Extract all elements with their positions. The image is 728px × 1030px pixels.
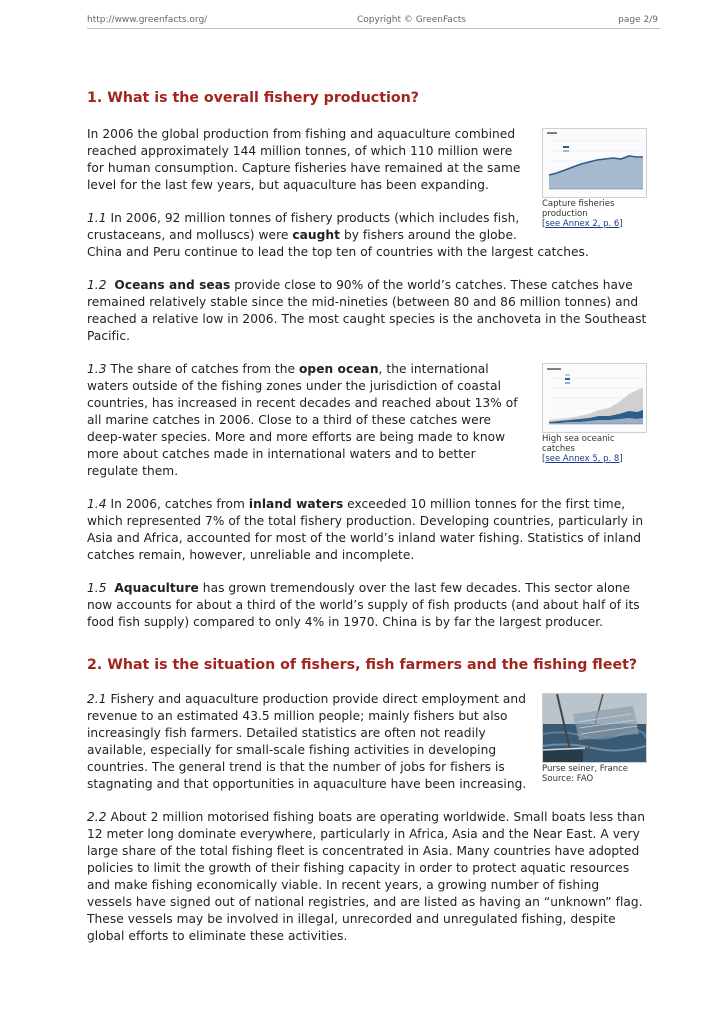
paragraph-1-5: 1.5 Aquaculture has grown tremendously over the last few decades. This sector alone now accounts for about a third of the world’s supply of fish products (and about half of its food fish supply) compared to only 4% in 1970. China is by far the largest producer. xyxy=(87,581,640,629)
figure1-annex-link[interactable]: see Annex 2, p. 6 xyxy=(545,219,620,229)
stacked-area-chart-icon xyxy=(543,364,646,432)
section2-title: 2. What is the situation of fishers, fish farmers and the fishing fleet? xyxy=(87,657,638,673)
paragraph-1-1: 1.1 In 2006, 92 million tonnes of fishery products (which includes fish, crustaceans, and molluscs) were caught by fishers around the globe. China and Peru continue to lead the top ten of countries with the largest catches. xyxy=(87,211,589,259)
capture-fisheries-thumbnail[interactable] xyxy=(542,128,647,198)
keyword-aquaculture: Aquaculture xyxy=(114,581,199,595)
paragraph-number: 1.5 xyxy=(87,581,107,595)
area-chart-icon xyxy=(543,129,646,197)
paragraph-number: 2.2 xyxy=(87,810,107,824)
page-content xyxy=(87,88,647,945)
paragraph-1-3: 1.3 The share of catches from the open ocean, the international waters outside of the fishing zones under the jurisdiction of coastal countries, has increased in recent decades and reached about 13% of all marine catches in 2006. Close to a third of these catches were deep-water species. More and more efforts are being made to know more about catches made in international waters and to better regulate them. xyxy=(87,362,518,478)
keyword-caught: caught xyxy=(292,228,341,242)
keyword-open-ocean: open ocean xyxy=(299,362,379,376)
figure-purse-seiner xyxy=(542,693,647,784)
paragraph-number: 1.3 xyxy=(87,362,107,376)
paragraph-1-4: 1.4 In 2006, catches from inland waters exceeded 10 million tonnes for the first time, which represented 7% of the total fishery production. Developing countries, particularly in Asia and Africa, accounted for most of the world’s inland water fishing. Statistics of inland catches remain, however, unreliable and incomplete. xyxy=(87,497,644,562)
purse-seiner-photo[interactable] xyxy=(542,693,647,763)
paragraph-number: 2.1 xyxy=(87,692,107,706)
header-copyright: Copyright © GreenFacts xyxy=(357,15,466,25)
figure3-caption: Purse seiner, France xyxy=(542,764,629,774)
section1-title: 1. What is the overall fishery production? xyxy=(87,90,419,106)
paragraph-1-2: 1.2 Oceans and seas provide close to 90% of the world’s catches. These catches have remained relatively stable since the mid-nineties (between 80 and 86 million tonnes) and reached a relative low in 2006. The most caught species is the anchoveta in the Southeast Pacific. xyxy=(87,278,647,343)
figure2-annex-link[interactable]: see Annex 5, p. 8 xyxy=(545,454,620,464)
figure2-caption: High sea oceanic catches xyxy=(542,434,615,454)
fishing-boat-photo-icon xyxy=(543,694,646,762)
paragraph-number: 1.2 xyxy=(87,278,107,292)
paragraph-number: 1.4 xyxy=(87,497,107,511)
section1-intro: In 2006 the global production from fishing and aquaculture combined reached approximately 144 million tonnes, of which 110 million were for human consumption. Capture fisheries have remained at the same level for the last few years, but aquaculture has been expanding. xyxy=(87,127,521,192)
page-header xyxy=(87,12,660,29)
paragraph-2-2: 2.2 About 2 million motorised fishing boats are operating worldwide. Small boats less than 12 meter long dominate everywhere, particularly in Africa, Asia and the Near East. A very large share of the total fishing fleet is concentrated in Asia. Many countries have adopted policies to limit the growth of their fishing capacity in order to protect aquatic resources and make fishing economically viable. In recent years, a growing number of fishing vessels have signed out of national registries, and are listed as having an “unknown” flag. These vessels may be involved in illegal, unrecorded and unregulated fishing, despite global efforts to eliminate these activities. xyxy=(87,810,646,943)
high-sea-catches-thumbnail[interactable] xyxy=(542,363,647,433)
keyword-oceans-and-seas: Oceans and seas xyxy=(114,278,231,292)
figure1-caption: Capture fisheries production xyxy=(542,199,615,219)
figure-high-sea-catches: High sea oceanic catches [see Annex 5, p. 8] xyxy=(542,363,647,464)
header-url: http://www.greenfacts.org/ xyxy=(87,15,208,25)
paragraph-number: 1.1 xyxy=(87,211,107,225)
figure-capture-fisheries: Capture fisheries production [see Annex 2, p. 6] xyxy=(542,128,647,229)
figure3-source: Source: FAO xyxy=(542,774,594,784)
paragraph-2-1: 2.1 Fishery and aquaculture production provide direct employment and revenue to an estimated 43.5 million people; mainly fishers but also increasingly fish farmers. Detailed statistics are often not readily available, especially for small-scale fishing activities in developing countries. The general trend is that the number of jobs for fishers is stagnating and that opportunities in aquaculture have been increasing. xyxy=(87,692,527,791)
header-page-number: page 2/9 xyxy=(618,15,658,25)
keyword-inland-waters: inland waters xyxy=(248,497,344,511)
